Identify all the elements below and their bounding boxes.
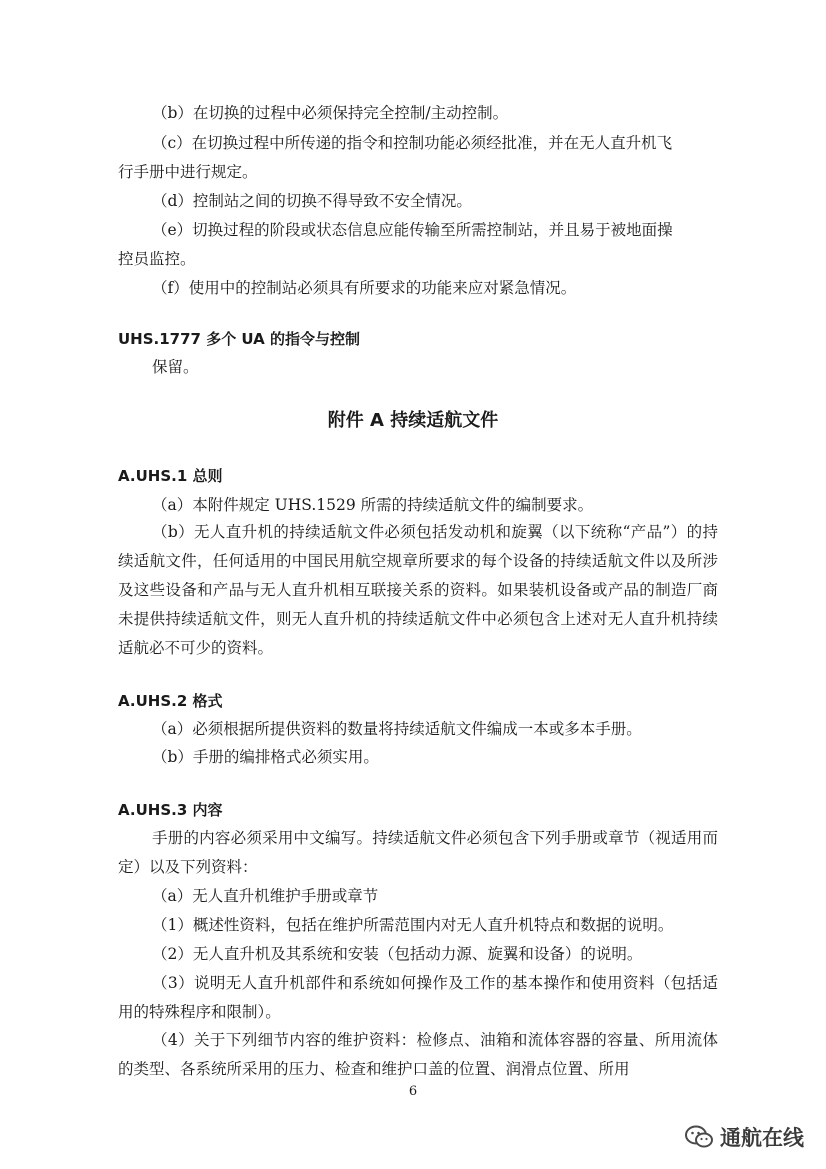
a3-item-2: （2）无人直升机及其系统和安装（包括动力源、旋翼和设备）的说明。 (152, 945, 643, 963)
a3-heading: A.UHS.3 内容 (118, 801, 223, 819)
a3-item-1: （1）概述性资料，包括在维护所需范围内对无人直升机特点和数据的说明。 (152, 916, 674, 934)
a3-intro: 手册的内容必须采用中文编写。持续适航文件必须包含下列手册或章节（视适用而定）以及下列资料： (118, 829, 718, 876)
paragraph-f: （f）使用中的控制站必须具有所要求的功能来应对紧急情况。 (152, 279, 577, 297)
a1-paragraph-b: （b）无人直升机的持续适航文件必须包括发动机和旋翼（以下统称“产品”）的持续适航文件，任何适用的中国民用航空规章所要求的每个设备的持续适航文件以及所涉及这些设备和产品与无人直升机相互联接关系的资料。如果装机设备或产品的制造厂商未提供持续适航文件，则无人直升机的持续适航文件中必须包含上述对无人直升机持续适航必不可少的资料。 (118, 523, 718, 657)
a3-item-3: （3）说明无人直升机部件和系统如何操作及工作的基本操作和使用资料（包括适用的特殊程序和限制）。 (118, 974, 718, 1021)
paragraph-e-line2: 控员监控。 (118, 250, 196, 268)
paragraph-c-line2: 行手册中进行规定。 (118, 163, 258, 181)
watermark-text: 通航在线 (720, 1126, 804, 1150)
paragraph-c-line1: （c）在切换过程中所传递的指令和控制功能必须经批准，并在无人直升机飞 (152, 134, 673, 152)
a2-paragraph-b: （b）手册的编排格式必须实用。 (152, 748, 379, 766)
a3-item-4: （4）关于下列细节内容的维护资料：检修点、油箱和流体容器的容量、所用流体的类型、各系统所采用的压力、检查和维护口盖的位置、润滑点位置、所用 (118, 1031, 718, 1078)
a2-heading: A.UHS.2 格式 (118, 692, 223, 710)
a1-heading: A.UHS.1 总则 (118, 467, 223, 485)
watermark (684, 1122, 804, 1152)
uhs1777-body: 保留。 (152, 358, 199, 376)
uhs1777-heading: UHS.1777 多个 UA 的指令与控制 (118, 330, 360, 348)
a2-paragraph-a: （a）必须根据所提供资料的数量将持续适航文件编成一本或多本手册。 (152, 720, 642, 738)
a1-paragraph-a: （a）本附件规定 UHS.1529 所需的持续适航文件的编制要求。 (152, 496, 594, 514)
paragraph-e-line1: （e）切换过程的阶段或状态信息应能传输至所需控制站，并且易于被地面操 (152, 221, 673, 239)
a3-paragraph-a: （a）无人直升机维护手册或章节 (152, 887, 379, 905)
wechat-icon (684, 1124, 714, 1150)
paragraph-b-switch-control: （b）在切换的过程中必须保持完全控制/主动控制。 (152, 104, 509, 122)
paragraph-d: （d）控制站之间的切换不得导致不安全情况。 (152, 192, 472, 210)
page-number: 6 (408, 1084, 418, 1099)
appendix-title: 附件 A 持续适航文件 (327, 410, 499, 431)
